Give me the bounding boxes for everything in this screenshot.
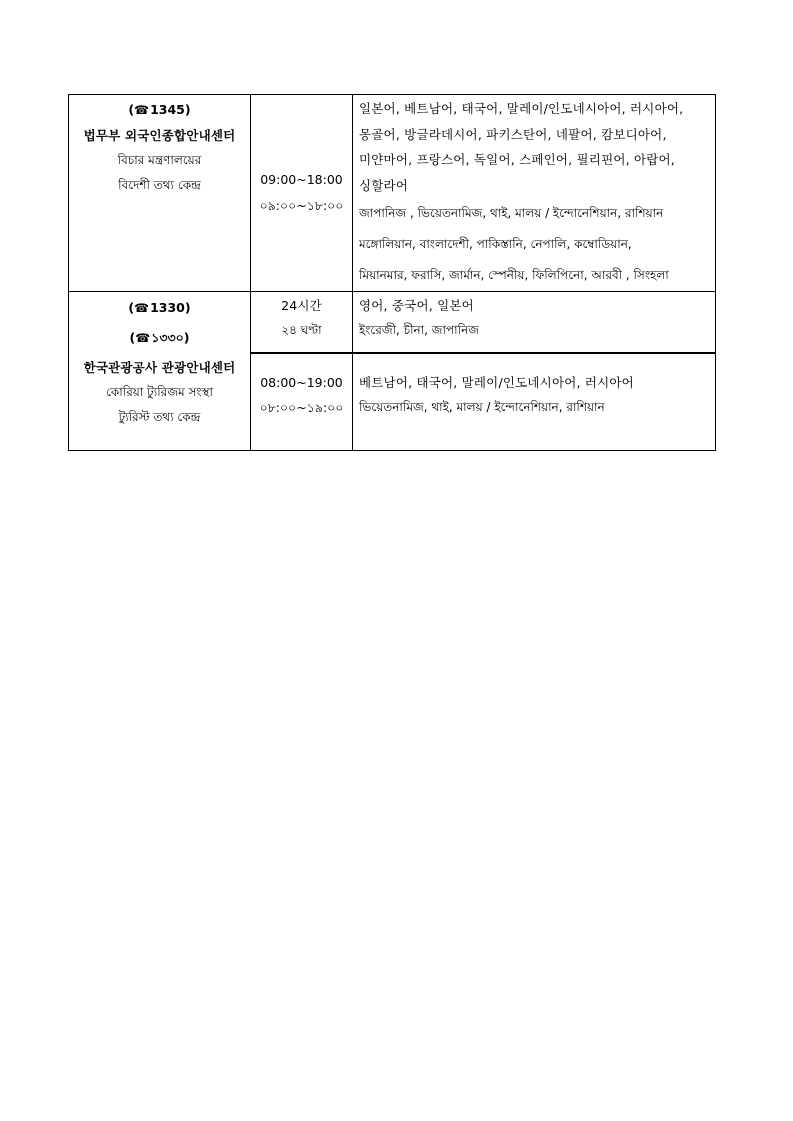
language-line-bengali: জাপানিজ , ভিয়েতনামিজ, থাই, মালয় / ইন্দোনেশিয়ান, রাশিয়ান bbox=[359, 206, 664, 220]
org-name-bengali-1: বিচার মন্ত্রণালয়ের bbox=[117, 153, 202, 167]
languages-cell bbox=[353, 95, 716, 292]
org-cell bbox=[69, 95, 251, 292]
hours-value-bengali: ০৯:০০~১৮:০০ bbox=[259, 198, 344, 213]
hours-cell bbox=[251, 353, 353, 451]
language-line-bengali: মিয়ানমার, ফরাসি, জার্মান, স্পেনীয়, ফিলিপিনো, আরবী , সিংহলা bbox=[359, 268, 669, 282]
org-name-korean: 법무부 외국인종합안내센터 bbox=[83, 128, 236, 143]
phone-icon: ☎ bbox=[134, 301, 150, 315]
phone-number: (☎1345) bbox=[69, 97, 250, 123]
phone-number-bengali: (☎১৩৩০) bbox=[69, 321, 250, 355]
phone-number: (☎1330) bbox=[69, 295, 250, 321]
phone-icon: ☎ bbox=[135, 331, 151, 345]
language-line: 싱할라어 bbox=[359, 177, 409, 193]
hours-value: 09:00~18:00 bbox=[260, 172, 343, 187]
org-cell bbox=[69, 292, 251, 451]
languages-cell bbox=[353, 353, 716, 451]
hours-cell bbox=[251, 292, 353, 354]
language-line-bengali: ভিয়েতনামিজ, থাই, মালয় / ইন্দোনেশিয়ান, রাশিয়ান bbox=[359, 400, 605, 414]
language-line-bengali: ইংরেজী, চীনা, জাপানিজ bbox=[359, 323, 479, 337]
language-line: 몽골어, 방글라데시어, 파키스탄어, 네팔어, 캄보디아어, bbox=[359, 126, 667, 142]
hours-value: 24시간 bbox=[281, 298, 322, 313]
org-name-bengali-2: ট্যুরিস্ট তথ্য কেন্দ্র bbox=[118, 410, 201, 424]
phone-icon: ☎ bbox=[134, 103, 150, 117]
org-name-korean: 한국관광공사 관광안내센터 bbox=[83, 360, 236, 375]
hours-cell bbox=[251, 95, 353, 292]
language-line: 미얀마어, 프랑스어, 독일어, 스페인어, 필리핀어, 아랍어, bbox=[359, 152, 675, 167]
language-line: 일본어, 베트남어, 태국어, 말레이/인도네시아어, 러시아어, bbox=[359, 101, 684, 116]
org-name-bengali-1: কোরিয়া ট্যুরিজম সংস্থা bbox=[106, 385, 213, 399]
org-name-bengali-2: বিদেশী তথ্য কেন্দ্র bbox=[118, 178, 201, 192]
hours-value-bengali: ২৪ ঘণ্টা bbox=[281, 323, 322, 337]
hours-value: 08:00~19:00 bbox=[260, 375, 343, 390]
info-center-table bbox=[68, 94, 716, 451]
hours-value-bengali: ০৮:০০~১৯:০০ bbox=[259, 400, 344, 415]
language-line-bengali: মঙ্গোলিয়ান, বাংলাদেশী, পাকিস্তানি, নেপালি, কম্বোডিয়ান, bbox=[359, 237, 632, 251]
table-row bbox=[69, 95, 716, 292]
languages-cell bbox=[353, 292, 716, 354]
table-row bbox=[69, 292, 716, 354]
language-line: 영어, 중국어, 일본어 bbox=[359, 298, 474, 313]
language-line: 베트남어, 태국어, 말레이/인도네시아어, 러시아어 bbox=[359, 375, 634, 390]
